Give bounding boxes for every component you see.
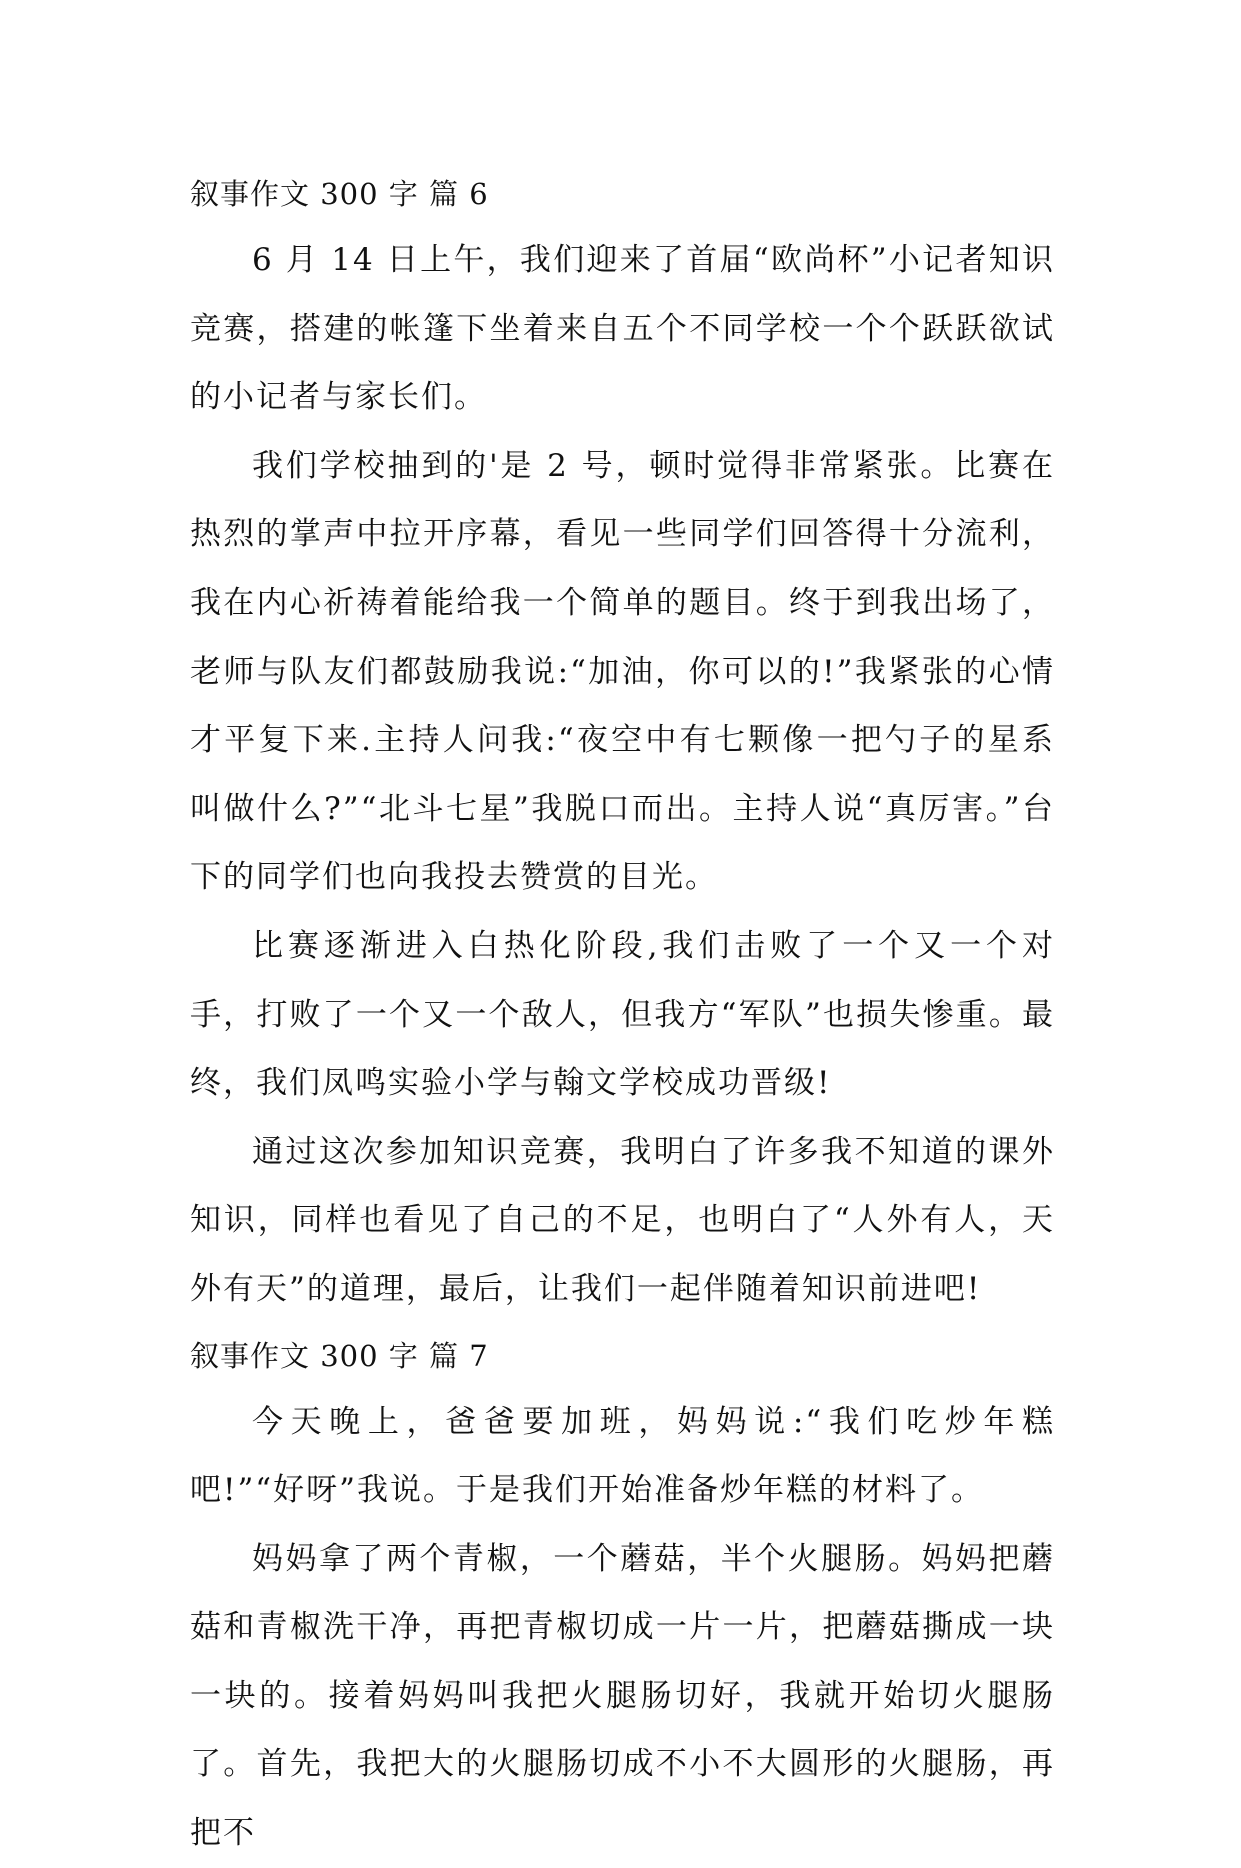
essay-section-7 (190, 1324, 1055, 1868)
paragraph: 比赛逐渐进入白热化阶段,我们击败了一个又一个对手，打败了一个又一个敌人，但我方“军队”也损失惨重。最终，我们凤鸣实验小学与翰文学校成功晋级! (190, 927, 1055, 1102)
paragraph: 妈妈拿了两个青椒，一个蘑菇，半个火腿肠。妈妈把蘑菇和青椒洗干净，再把青椒切成一片一片，把蘑菇撕成一块一块的。接着妈妈叫我把火腿肠切好，我就开始切火腿肠了。首先，我把大的火腿肠切成不小不大圆形的火腿肠，再把不 (190, 1540, 1055, 1852)
paragraph: 通过这次参加知识竞赛，我明白了许多我不知道的课外知识，同样也看见了自己的不足，也明白了“人外有人，天外有天”的道理，最后，让我们一起伴随着知识前进吧! (190, 1133, 1055, 1307)
paragraph: 今天晚上，爸爸要加班，妈妈说:“我们吃炒年糕吧!”“好呀”我说。于是我们开始准备炒年糕的材料了。 (190, 1403, 1055, 1509)
section-heading: 叙事作文 300 字 篇 7 (190, 1338, 489, 1373)
essay-section-6 (190, 162, 1055, 1324)
paragraph: 我们学校抽到的'是 2 号，顿时觉得非常紧张。比赛在热烈的掌声中拉开序幕，看见一些同学们回答得十分流利，我在内心祈祷着能给我一个简单的题目。终于到我出场了，老师与队友们都鼓励我说:“加油，你可以的!”我紧张的心情才平复下来.主持人问我:“夜空中有七颗像一把勺子的星系叫做什么?”“北斗七星”我脱口而出。主持人说“真厉害。”台下的同学们也向我投去赞赏的目光。 (190, 447, 1055, 896)
paragraph: 6 月 14 日上午，我们迎来了首届“欧尚杯”小记者知识竞赛，搭建的帐篷下坐着来自五个不同学校一个个跃跃欲试的小记者与家长们。 (190, 242, 1055, 416)
document-body (190, 162, 1055, 1868)
section-heading: 叙事作文 300 字 篇 6 (190, 177, 489, 211)
